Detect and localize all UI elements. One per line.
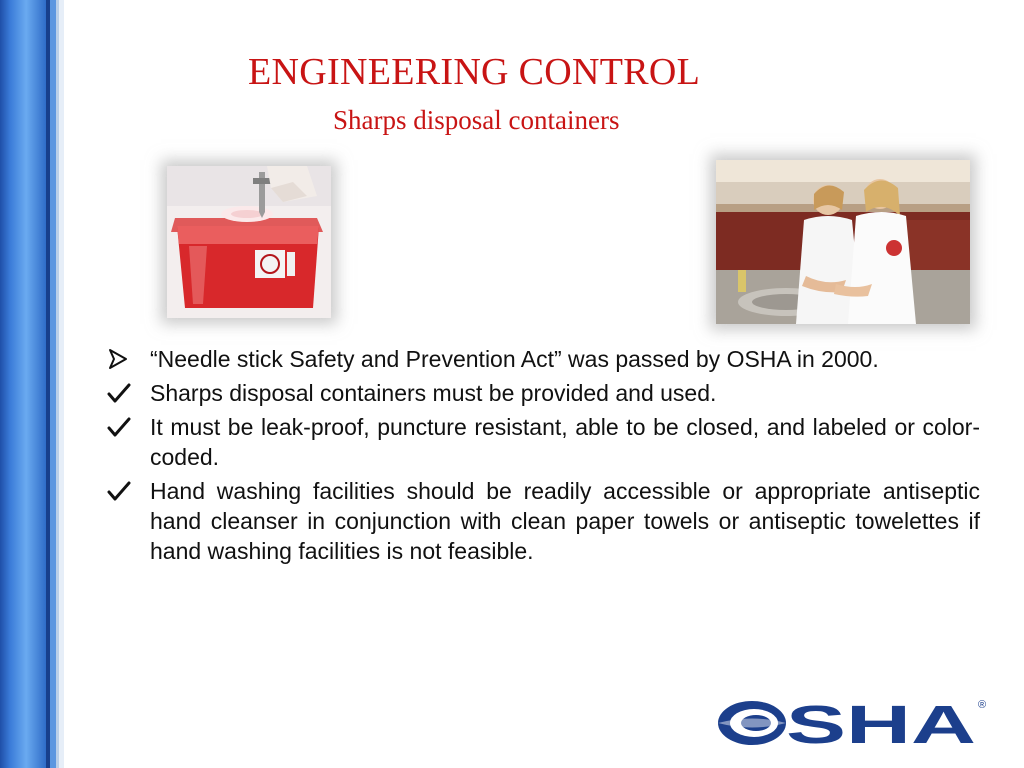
decorative-sidebar (0, 0, 64, 768)
hand-washing-photo (716, 160, 970, 324)
list-item (104, 344, 980, 374)
check-icon (104, 378, 134, 408)
arrow-bullet-icon (104, 344, 134, 374)
slide-title: ENGINEERING CONTROL (248, 51, 701, 93)
list-item (104, 476, 980, 566)
slide-subtitle: Sharps disposal containers (333, 105, 620, 135)
list-item (104, 378, 980, 408)
bullet-text: Hand washing facilities should be readily accessible or appropriate antiseptic hand cleanser in conjunction with clean paper towels or antiseptic towelettes if hand washing facilities is not feasible. (150, 478, 980, 564)
bullet-text: “Needle stick Safety and Prevention Act” was passed by OSHA in 2000. (150, 346, 879, 372)
registered-mark: ® (978, 699, 987, 711)
check-icon (104, 412, 134, 442)
svg-text:SHA: SHA (786, 695, 976, 752)
bullet-list (104, 344, 980, 566)
list-item (104, 412, 980, 472)
bullet-text: Sharps disposal containers must be provided and used. (150, 380, 717, 406)
bullet-text: It must be leak-proof, puncture resistant, able to be closed, and labeled or color-coded. (150, 414, 980, 470)
sharps-container-photo (167, 166, 331, 318)
check-icon (104, 476, 134, 506)
osha-logo (716, 690, 996, 752)
